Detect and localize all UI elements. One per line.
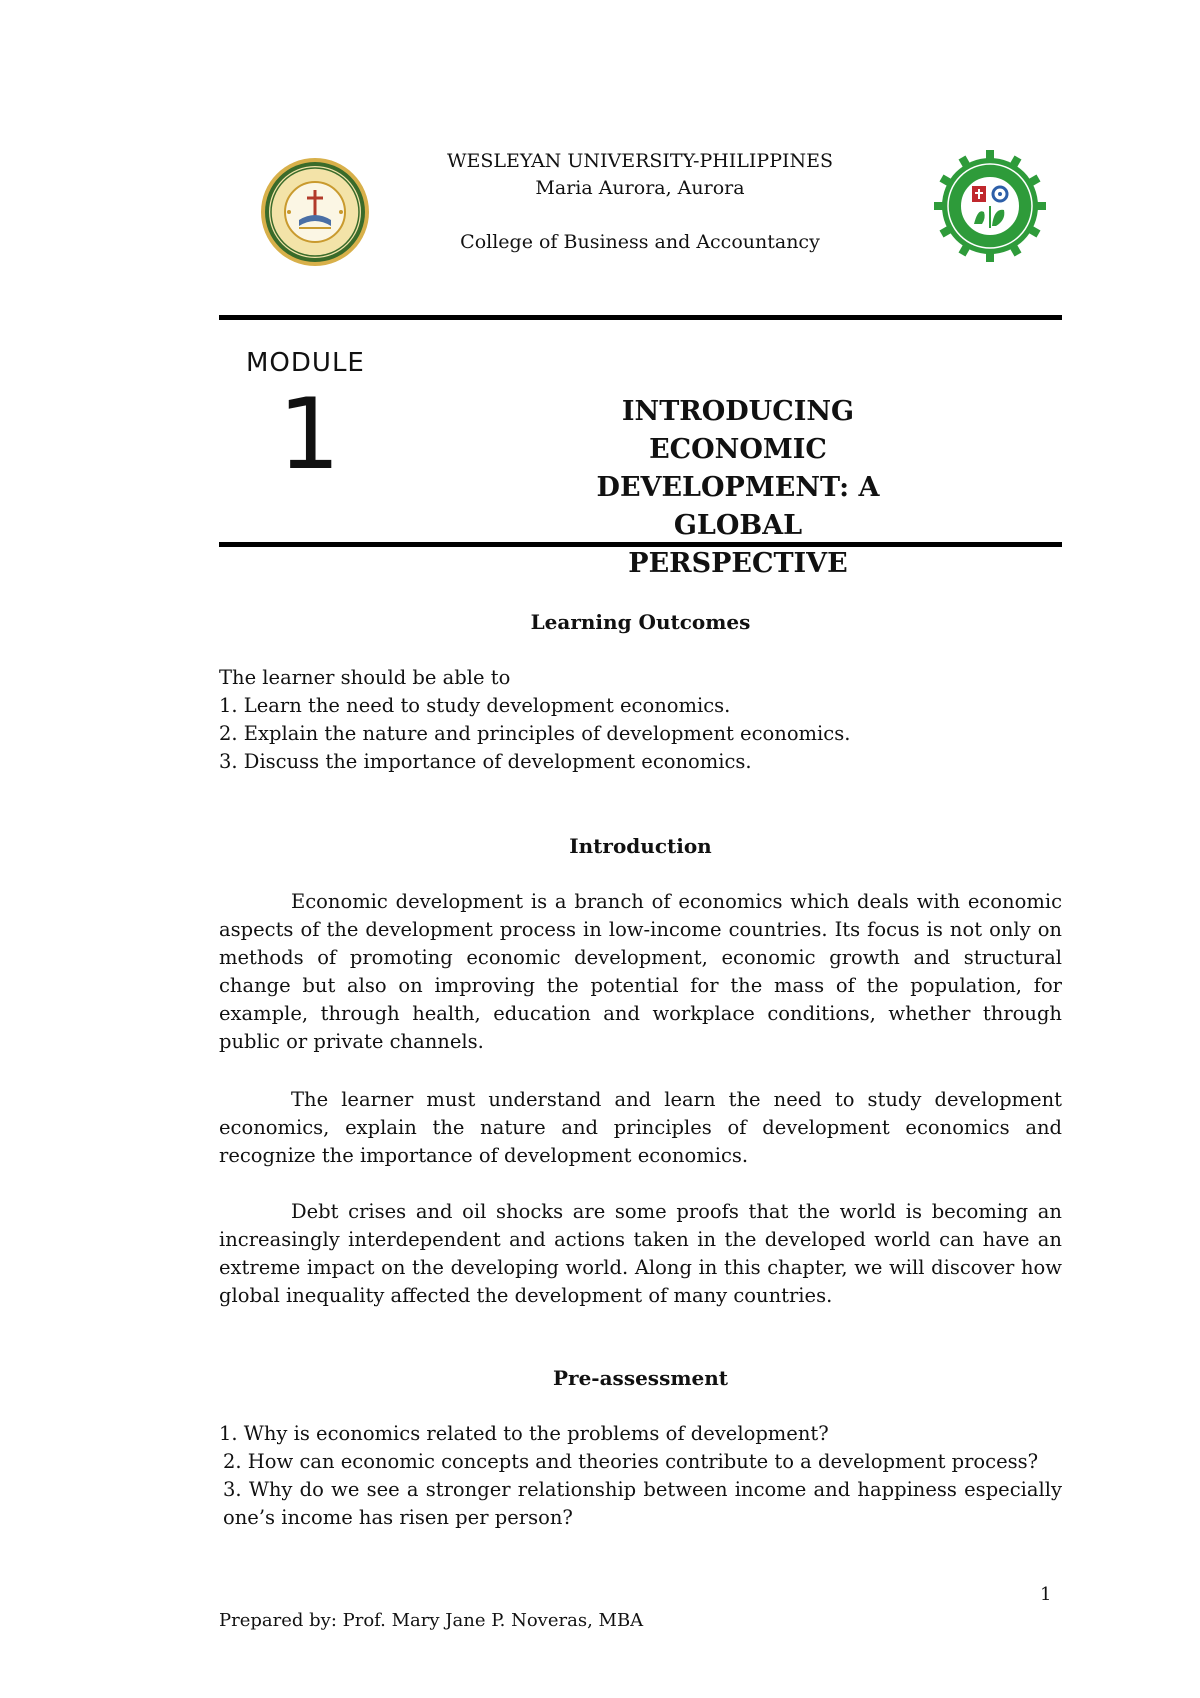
bottom-divider xyxy=(219,542,1062,547)
top-divider xyxy=(219,315,1062,320)
page-number: 1 xyxy=(1040,1584,1052,1605)
introduction-paragraph: The learner must understand and learn the need to study development economics, explain the nature and principles of development economics and recognize the importance of development economics. xyxy=(219,1088,1062,1167)
college-name: College of Business and Accountancy xyxy=(460,231,820,253)
learning-outcomes-list xyxy=(219,664,1062,776)
learning-outcomes-heading: Learning Outcomes xyxy=(530,610,751,634)
university-name: WESLEYAN UNIVERSITY-PHILIPPINES xyxy=(446,150,834,172)
module-title-line: PERSPECTIVE xyxy=(628,548,848,579)
list-item: 3. Discuss the importance of development economics. xyxy=(219,750,752,773)
prepared-by-footer: Prepared by: Prof. Mary Jane P. Noveras, MBA xyxy=(219,1610,644,1631)
college-of-business-and-accountancy-seal-icon xyxy=(934,150,1046,262)
university-location: Maria Aurora, Aurora xyxy=(535,177,745,199)
learning-outcomes-intro: The learner should be able to xyxy=(219,666,511,689)
pre-assessment-list xyxy=(219,1420,1062,1532)
institution-header xyxy=(440,148,840,256)
list-item: 2. Explain the nature and principles of development economics. xyxy=(219,722,851,745)
pre-assessment-heading: Pre-assessment xyxy=(553,1366,728,1390)
list-item: 2. How can economic concepts and theories contribute to a development process? xyxy=(223,1450,1039,1473)
module-label: MODULE xyxy=(246,348,365,378)
module-title xyxy=(548,393,928,583)
module-title-line: INTRODUCING ECONOMIC xyxy=(621,396,855,465)
list-item: 1. Why is economics related to the problems of development? xyxy=(219,1422,829,1445)
introduction-paragraph: Debt crises and oil shocks are some proofs that the world is becoming an increasingly interdependent and actions taken in the developed world can have an extreme impact on the developing world. Along in this chapter, we will discover how global inequality affected the development of many countries. xyxy=(219,1200,1062,1307)
list-item: 1. Learn the need to study development economics. xyxy=(219,694,731,717)
introduction-paragraph: Economic development is a branch of economics which deals with economic aspects of the development process in low-income countries. Its focus is not only on methods of promoting economic development, economic growth and structural change but also on improving the potential for the mass of the population, for example, through health, education and workplace conditions, whether through public or private channels. xyxy=(219,890,1062,1053)
introduction-heading: Introduction xyxy=(569,834,712,858)
module-title-line: DEVELOPMENT: A GLOBAL xyxy=(596,472,880,541)
module-number: 1 xyxy=(278,378,341,492)
wesleyan-university-seal-icon xyxy=(259,156,371,268)
list-item: 3. Why do we see a stronger relationship between income and happiness especially one’s income has risen per person? xyxy=(223,1478,1062,1529)
